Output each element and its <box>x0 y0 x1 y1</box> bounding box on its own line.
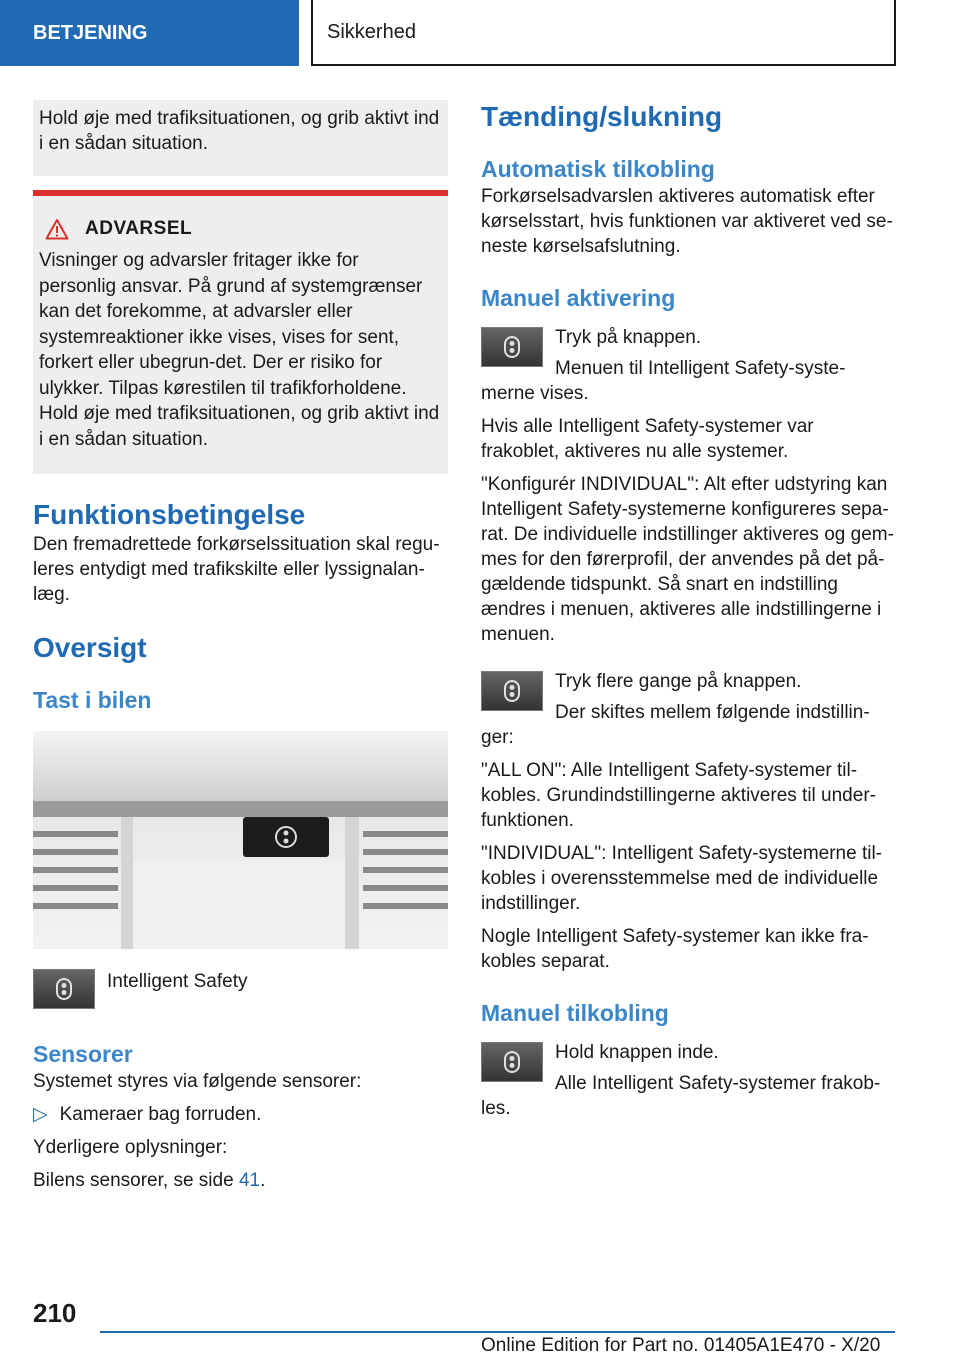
step3-b: Alle Intelligent Safety-systemer frakob-les. <box>481 1073 881 1119</box>
intelligent-safety-button-icon <box>481 671 543 711</box>
list-item <box>33 1102 448 1127</box>
bullet-text: Kameraer bag forruden. <box>59 1104 262 1125</box>
warning-triangle-icon <box>45 218 69 240</box>
sensorer-body: Systemet styres via følgende sensorer: <box>33 1071 362 1092</box>
intelligent-safety-button-icon <box>481 1042 543 1082</box>
para-nogle: Nogle Intelligent Safety-systemer kan ikke fra-kobles separat. <box>481 926 869 972</box>
step-toggle <box>481 669 897 750</box>
step3-a: Hold knappen inde. <box>555 1042 719 1063</box>
triangle-bullet-icon: ▷ <box>33 1104 48 1125</box>
funktion-body: Den fremadrettede forkørselssituation skal regu-leres entydigt med trafikskilte eller lyssignalan-læg. <box>33 534 440 605</box>
left-column <box>33 100 448 1193</box>
step-hold <box>481 1040 897 1121</box>
heading-funktionsbetingelse: Funktionsbetingelse <box>33 499 306 530</box>
heading-manuel-tilkobling: Manuel tilkobling <box>481 1000 669 1026</box>
warning-title: ADVARSEL <box>85 218 193 239</box>
heading-sensorer: Sensorer <box>33 1041 133 1067</box>
page-number: 210 <box>33 1298 77 1328</box>
more-info: Yderligere oplysninger: <box>33 1137 228 1158</box>
reference-end: . <box>260 1170 266 1191</box>
section-label: BETJENING <box>33 21 148 44</box>
para-all-off: Hvis alle Intelligent Safety-systemer var frakoblet, aktiveres nu alle systemer. <box>481 416 814 462</box>
para-individual: "INDIVIDUAL": Intelligent Safety-systemerne til-kobles i overensstemmelse med de individuelle indstillinger. <box>481 843 883 914</box>
chapter-label: Sikkerhed <box>327 20 416 43</box>
reference-text: Bilens sensorer, se side <box>33 1170 239 1191</box>
step-activate <box>481 325 897 406</box>
para-all-on: "ALL ON": Alle Intelligent Safety-systemer til-kobles. Grundindstillingerne aktiveres til under-funktionen. <box>481 760 876 831</box>
heading-manuel-aktivering: Manuel aktivering <box>481 285 676 311</box>
step2-a: Tryk flere gange på knappen. <box>555 671 802 692</box>
chapter-tab <box>311 0 896 66</box>
warning-body: Visninger og advarsler fritager ikke for personlig ansvar. På grund af systemgrænser kan det forekomme, at advarsler eller systemreaktioner ikke vises, vises for sent, forkert eller ubegrun-det. Der er risiko for ulykker. Tilpas kørestilen til trafikforholdene. Hold øje med trafiksituationen, og grib aktivt ind i en sådan situation. <box>39 250 440 450</box>
icon-caption-row <box>33 967 448 1015</box>
step2-b: Der skiftes mellem følgende indstillin-ger: <box>481 702 870 748</box>
note-box <box>33 100 448 176</box>
heading-automatisk-tilkobling: Automatisk tilkobling <box>481 156 715 182</box>
step1-b: Menuen til Intelligent Safety-syste-merne vises. <box>481 358 846 404</box>
intelligent-safety-button-icon <box>33 969 95 1009</box>
heading-oversigt: Oversigt <box>33 632 147 663</box>
page-41-link[interactable]: 41 <box>238 1170 261 1191</box>
cross-reference <box>33 1168 448 1193</box>
warning-box <box>33 190 448 474</box>
icon-caption: Intelligent Safety <box>107 971 248 992</box>
intelligent-safety-button-icon <box>481 327 543 367</box>
edition-text: Online Edition for Part no. 01405A1E470 - X/20 <box>481 1335 881 1356</box>
dashboard-button-photo <box>33 731 448 949</box>
heading-taending-slukning: Tænding/slukning <box>481 101 723 132</box>
para-configure: "Konfigurér INDIVIDUAL": Alt efter udstyring kan Intelligent Safety-systemerne konfigureres sepa-rat. De individuelle indstillinger aktiveres og gem-mes for den førerprofil, der anvendes på det på-gældende tidspunkt. Så snart en indstilling ændres i menuen, aktiveres alle indstillingerne i menuen. <box>481 474 894 645</box>
footer-rule <box>100 1331 895 1333</box>
section-tab <box>0 0 299 66</box>
right-column <box>481 100 897 1121</box>
auto-body: Forkørselsadvarslen aktiveres automatisk efter kørselsstart, hvis funktionen var aktiveret ved se-neste kørselsafslutning. <box>481 186 893 257</box>
heading-tast-i-bilen: Tast i bilen <box>33 687 152 713</box>
step1-a: Tryk på knappen. <box>555 327 702 348</box>
note-text: Hold øje med trafiksituationen, og grib aktivt ind i en sådan situation. <box>39 108 440 154</box>
